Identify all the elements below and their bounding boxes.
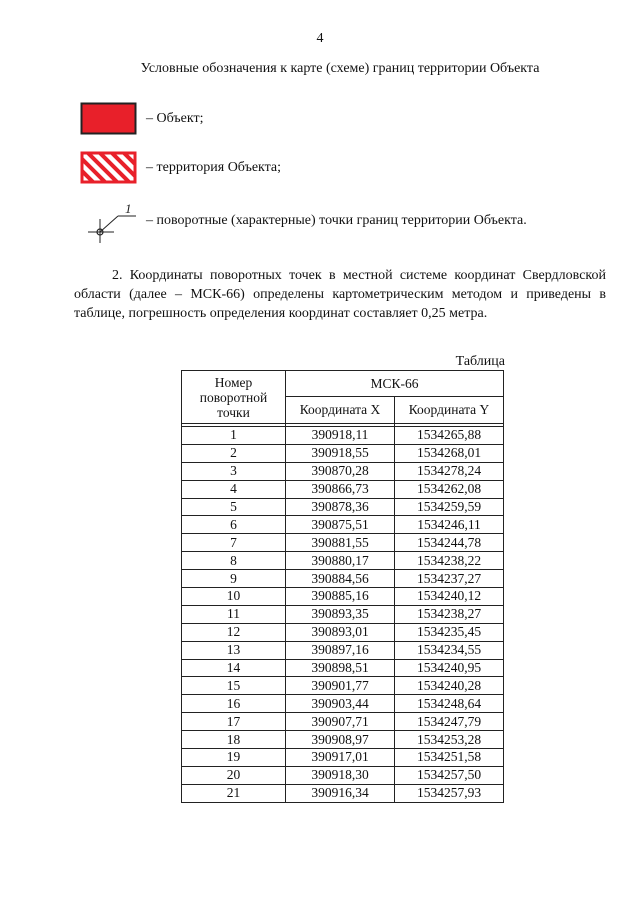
table-row <box>182 427 504 445</box>
coordinate-x-cell: 390878,36 <box>286 498 395 516</box>
page-number: 4 <box>316 31 324 46</box>
coordinate-x-cell: 390901,77 <box>286 677 395 695</box>
hatched-red-rectangle-icon <box>80 151 138 185</box>
coordinate-x-cell: 390898,51 <box>286 659 395 677</box>
coordinate-x-cell: 390885,16 <box>286 588 395 606</box>
legend-item-object <box>80 102 203 136</box>
coordinate-y-cell: 1534262,08 <box>395 480 504 498</box>
header-coordinate-system: МСК-66 <box>286 371 504 397</box>
point-number-cell: 18 <box>182 731 286 749</box>
coordinate-y-cell: 1534237,27 <box>395 570 504 588</box>
coordinate-x-cell: 390918,55 <box>286 444 395 462</box>
point-number-cell: 1 <box>182 427 286 445</box>
table-row <box>182 462 504 480</box>
table-row <box>182 605 504 623</box>
coordinates-paragraph: 2. Координаты поворотных точек в местной системе координат Свердловской области (далее – МСК-66) определены картометрическим методом и приведены в таблице, погрешность определения координат составляет 0,25 метра. <box>74 268 606 321</box>
point-number-cell: 17 <box>182 713 286 731</box>
coordinates-table <box>181 370 504 803</box>
point-number-cell: 12 <box>182 623 286 641</box>
coordinate-x-cell: 390866,73 <box>286 480 395 498</box>
point-number-cell: 11 <box>182 605 286 623</box>
coordinate-x-cell: 390881,55 <box>286 534 395 552</box>
coordinate-x-cell: 390893,35 <box>286 605 395 623</box>
coordinate-x-cell: 390908,97 <box>286 731 395 749</box>
point-number-cell: 21 <box>182 784 286 802</box>
coordinate-x-cell: 390917,01 <box>286 749 395 767</box>
point-number-cell: 20 <box>182 766 286 784</box>
coordinate-y-cell: 1534240,28 <box>395 677 504 695</box>
coordinate-y-cell: 1534257,93 <box>395 784 504 802</box>
coordinate-y-cell: 1534265,88 <box>395 427 504 445</box>
coordinate-x-cell: 390875,51 <box>286 516 395 534</box>
point-number-cell: 9 <box>182 570 286 588</box>
table-row <box>182 534 504 552</box>
coordinate-x-cell: 390903,44 <box>286 695 395 713</box>
table-body <box>182 427 504 803</box>
coordinate-x-cell: 390884,56 <box>286 570 395 588</box>
table-row <box>182 570 504 588</box>
table-caption: Таблица <box>455 354 505 369</box>
coordinate-x-cell: 390907,71 <box>286 713 395 731</box>
table-row <box>182 498 504 516</box>
coordinate-x-cell: 390880,17 <box>286 552 395 570</box>
table-row <box>182 588 504 606</box>
coordinate-y-cell: 1534234,55 <box>395 641 504 659</box>
coordinate-y-cell: 1534238,27 <box>395 605 504 623</box>
legend-title: Условные обозначения к карте (схеме) границ территории Объекта <box>140 61 540 76</box>
coordinate-x-cell: 390918,11 <box>286 427 395 445</box>
table-row <box>182 713 504 731</box>
coordinate-y-cell: 1534247,79 <box>395 713 504 731</box>
coordinate-y-cell: 1534253,28 <box>395 731 504 749</box>
point-number-cell: 6 <box>182 516 286 534</box>
point-number-cell: 4 <box>182 480 286 498</box>
table-row <box>182 695 504 713</box>
table-row <box>182 659 504 677</box>
table-row <box>182 766 504 784</box>
point-number-cell: 15 <box>182 677 286 695</box>
table-row <box>182 444 504 462</box>
coordinate-x-cell: 390918,30 <box>286 766 395 784</box>
turning-point-marker: 1 <box>125 201 132 216</box>
legend-item-territory <box>80 151 281 185</box>
header-coordinate-x: Координата X <box>286 397 395 424</box>
table-row <box>182 480 504 498</box>
table-row <box>182 552 504 570</box>
point-number-cell: 3 <box>182 462 286 480</box>
coordinate-y-cell: 1534244,78 <box>395 534 504 552</box>
coordinate-y-cell: 1534240,95 <box>395 659 504 677</box>
legend-label-object: – Объект; <box>146 111 204 126</box>
point-number-cell: 10 <box>182 588 286 606</box>
table-row <box>182 749 504 767</box>
coordinate-y-cell: 1534246,11 <box>395 516 504 534</box>
coordinate-y-cell: 1534259,59 <box>395 498 504 516</box>
coordinate-y-cell: 1534278,24 <box>395 462 504 480</box>
coordinate-x-cell: 390897,16 <box>286 641 395 659</box>
point-number-cell: 7 <box>182 534 286 552</box>
table-row <box>182 623 504 641</box>
point-number-cell: 8 <box>182 552 286 570</box>
coordinate-x-cell: 390870,28 <box>286 462 395 480</box>
header-coordinate-y: Координата Y <box>395 397 504 424</box>
table-row <box>182 784 504 802</box>
coordinate-y-cell: 1534240,12 <box>395 588 504 606</box>
legend-item-turning-point <box>80 199 527 243</box>
point-number-cell: 16 <box>182 695 286 713</box>
coordinate-y-cell: 1534257,50 <box>395 766 504 784</box>
point-number-cell: 19 <box>182 749 286 767</box>
table-row <box>182 677 504 695</box>
table-row <box>182 731 504 749</box>
header-point-number: Номер поворотной точки <box>182 371 286 424</box>
turning-point-icon <box>80 199 138 243</box>
legend-label-territory: – территория Объекта; <box>146 160 282 175</box>
point-number-cell: 13 <box>182 641 286 659</box>
coordinate-y-cell: 1534238,22 <box>395 552 504 570</box>
table-row <box>182 641 504 659</box>
point-number-cell: 5 <box>182 498 286 516</box>
coordinate-y-cell: 1534268,01 <box>395 444 504 462</box>
point-number-cell: 2 <box>182 444 286 462</box>
coordinate-y-cell: 1534235,45 <box>395 623 504 641</box>
coordinate-y-cell: 1534248,64 <box>395 695 504 713</box>
coordinate-x-cell: 390916,34 <box>286 784 395 802</box>
table-row <box>182 516 504 534</box>
legend-label-turning-point: – поворотные (характерные) точки границ территории Объекта. <box>146 213 527 228</box>
coordinate-y-cell: 1534251,58 <box>395 749 504 767</box>
solid-red-rectangle-icon <box>80 102 138 136</box>
point-number-cell: 14 <box>182 659 286 677</box>
coordinate-x-cell: 390893,01 <box>286 623 395 641</box>
